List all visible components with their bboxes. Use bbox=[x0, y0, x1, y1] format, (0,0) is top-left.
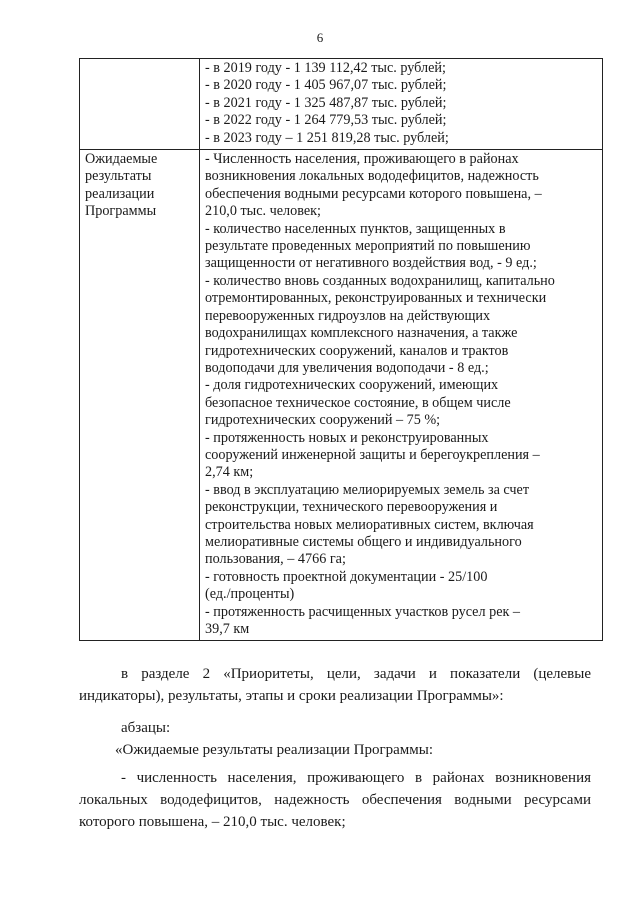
financing-line: - в 2023 году – 1 251 819,28 тыс. рублей; bbox=[205, 129, 449, 146]
result-line: строительства новых мелиоративных систем, включая bbox=[205, 516, 534, 533]
result-line: - количество населенных пунктов, защищенных в bbox=[205, 220, 506, 237]
result-line: - готовность проектной документации - 25/100 bbox=[205, 568, 488, 585]
financing-line: - в 2020 году - 1 405 967,07 тыс. рублей; bbox=[205, 77, 447, 94]
result-line: - протяженность расчищенных участков русел рек – bbox=[205, 603, 521, 620]
expected-results-content bbox=[200, 150, 603, 641]
result-line: - ввод в эксплуатацию мелиорируемых земель за счет bbox=[205, 481, 530, 498]
financing-line: - в 2022 году - 1 264 779,53 тыс. рублей; bbox=[205, 112, 447, 129]
result-item-line1: - численность населения, проживающего в районах возникновения bbox=[121, 770, 591, 786]
result-line: возникновения локальных вододефицитов, надежность bbox=[205, 168, 539, 185]
result-line: 39,7 км bbox=[205, 621, 250, 637]
result-item-line2: локальных вододефицитов, надежность обеспечения водными ресурсами bbox=[79, 792, 591, 808]
result-line: 2,74 км; bbox=[205, 464, 254, 481]
page-number: 6 bbox=[316, 30, 324, 45]
financing-label-cell bbox=[80, 59, 200, 150]
section-reference-line2: индикаторы), результаты, этапы и сроки реализации Программы»: bbox=[79, 688, 504, 704]
result-line: мелиоративные системы общего и индивидуального bbox=[205, 533, 522, 550]
result-line: (ед./проценты) bbox=[205, 586, 295, 603]
result-line: - протяженность новых и реконструированных bbox=[205, 429, 489, 446]
result-line: - Численность населения, проживающего в районах bbox=[205, 151, 519, 168]
financing-values-cell bbox=[200, 59, 603, 150]
expected-results-row bbox=[80, 150, 603, 641]
result-line: гидротехнических сооружений – 75 %; bbox=[205, 412, 441, 429]
result-line: защищенности от негативного воздействия вод, - 9 ед.; bbox=[205, 255, 537, 272]
financing-line: - в 2019 году - 1 139 112,42 тыс. рублей; bbox=[205, 60, 446, 76]
quote-title: «Ожидаемые результаты реализации Программы: bbox=[115, 742, 434, 758]
result-line: отремонтированных, реконструированных и технически bbox=[205, 290, 547, 307]
result-line: реконструкции, технического перевооружения и bbox=[205, 499, 498, 516]
result-item-line3: которого повышена, – 210,0 тыс. человек; bbox=[79, 814, 346, 830]
result-line: результате проведенных мероприятий по повышению bbox=[205, 238, 531, 255]
result-line: водоподачи для увеличения водоподачи - 8 ед.; bbox=[205, 359, 489, 376]
result-line: обеспечения водными ресурсами которого повышена, – bbox=[205, 185, 542, 202]
result-line: - доля гидротехнических сооружений, имеющих bbox=[205, 377, 499, 394]
paragraphs-label: абзацы: bbox=[121, 720, 171, 736]
result-line: - количество вновь созданных водохранилищ, капитально bbox=[205, 272, 555, 289]
result-line: 210,0 тыс. человек; bbox=[205, 203, 321, 220]
section-reference-line1: в разделе 2 «Приоритеты, цели, задачи и показатели (целевые bbox=[121, 666, 591, 682]
result-line: сооружений инженерной защиты и берегоукрепления – bbox=[205, 446, 540, 463]
result-line: безопасное техническое состояние, в общем числе bbox=[205, 394, 511, 411]
result-line: перевооруженных гидроузлов на действующих bbox=[205, 307, 491, 324]
financing-line: - в 2021 году - 1 325 487,87 тыс. рублей; bbox=[205, 94, 447, 111]
result-line: водохранилищах комплексного назначения, а также bbox=[205, 325, 518, 342]
financing-row bbox=[80, 59, 603, 150]
program-passport-table bbox=[79, 58, 603, 641]
result-line: пользования, – 4766 га; bbox=[205, 551, 346, 568]
expected-results-label: Ожидаемые результаты реализации Программы bbox=[80, 150, 200, 641]
result-line: гидротехнических сооружений, каналов и трактов bbox=[205, 342, 509, 359]
